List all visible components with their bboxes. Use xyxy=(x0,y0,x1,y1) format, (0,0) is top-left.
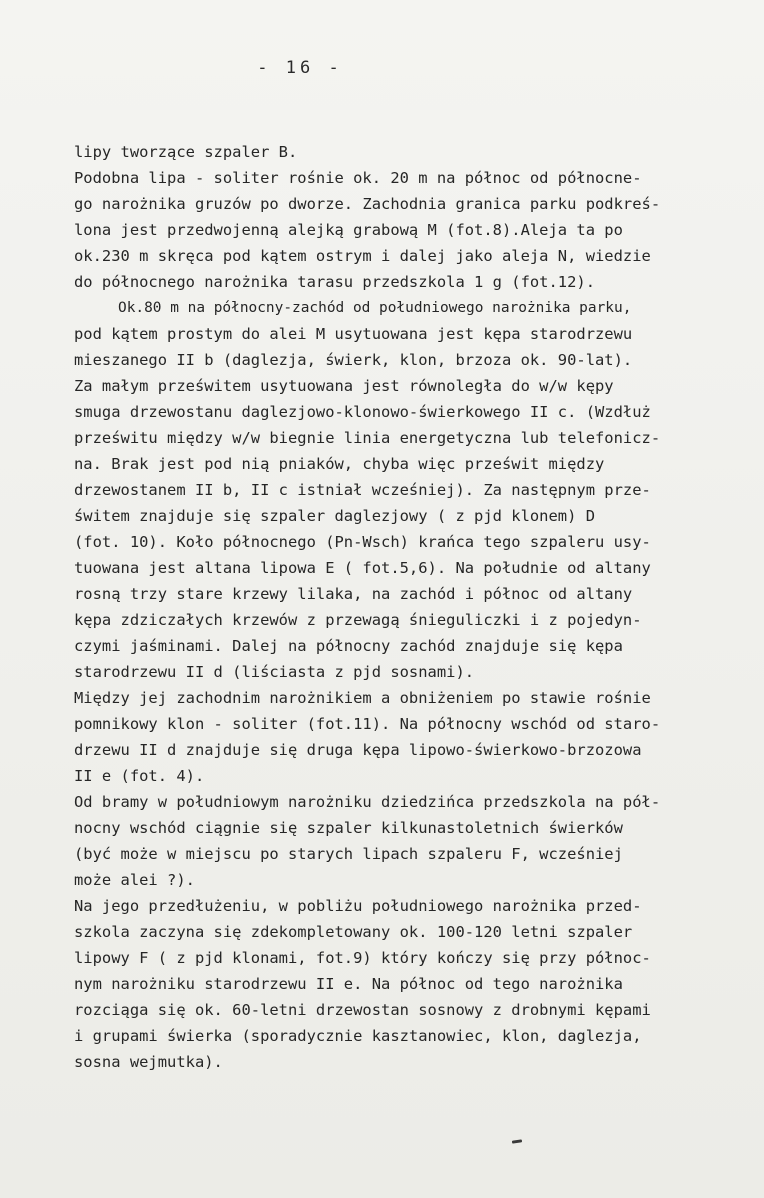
text-line: rosną trzy stare krzewy lilaka, na zachód i północ od altany xyxy=(74,585,633,603)
body-text xyxy=(74,139,764,1075)
text-line: lipy tworzące szpaler B. xyxy=(74,143,298,161)
text-line: świtem znajduje się szpaler daglezjowy ( z pjd klonem) D xyxy=(74,507,596,525)
text-line: Od bramy w południowym narożniku dziedzińca przedszkola na pół- xyxy=(74,793,661,811)
text-line: smuga drzewostanu daglezjowo-klonowo-świerkowego II c. (Wzdłuż xyxy=(74,403,651,421)
text-line: nocny wschód ciągnie się szpaler kilkunastoletnich świerków xyxy=(74,819,623,837)
page-number: - 16 - xyxy=(257,58,343,78)
text-line: i grupami świerka (sporadycznie kasztanowiec, klon, daglezja, xyxy=(74,1027,642,1045)
text-line: go narożnika gruzów po dworze. Zachodnia granica parku podkreś- xyxy=(74,195,661,213)
text-line: Za małym prześwitem usytuowana jest równoległa do w/w kępy xyxy=(74,377,614,395)
ink-mark xyxy=(512,1139,522,1143)
text-line: może alei ?). xyxy=(74,871,195,889)
text-line: ok.230 m skręca pod kątem ostrym i dalej jako aleja N, wiedzie xyxy=(74,247,651,265)
text-line: nym narożniku starodrzewu II e. Na północ od tego narożnika xyxy=(74,975,623,993)
text-line: lipowy F ( z pjd klonami, fot.9) który kończy się przy północ- xyxy=(74,949,651,967)
text-line: lona jest przedwojenną alejką grabową M (fot.8).Aleja ta po xyxy=(74,221,623,239)
text-line: tuowana jest altana lipowa E ( fot.5,6). Na południe od altany xyxy=(74,559,651,577)
text-line: szkola zaczyna się zdekompletowany ok. 100-120 letni szpaler xyxy=(74,923,633,941)
text-line: II e (fot. 4). xyxy=(74,767,205,785)
text-line: sosna wejmutka). xyxy=(74,1053,223,1071)
text-line: czymi jaśminami. Dalej na północny zachód znajduje się kępa xyxy=(74,637,623,655)
text-line: starodrzewu II d (liściasta z pjd sosnami). xyxy=(74,663,475,681)
text-line: (być może w miejscu po starych lipach szpaleru F, wcześniej xyxy=(74,845,623,863)
text-line: Ok.80 m na północny-zachód od południowego narożnika parku, xyxy=(118,300,632,316)
text-line: Na jego przedłużeniu, w pobliżu południowego narożnika przed- xyxy=(74,897,642,915)
text-line: rozciąga się ok. 60-letni drzewostan sosnowy z drobnymi kępami xyxy=(74,1001,651,1019)
text-line: drzewostanem II b, II c istniał wcześniej). Za następnym prze- xyxy=(74,481,651,499)
text-line: Między jej zachodnim narożnikiem a obniżeniem po stawie rośnie xyxy=(74,689,651,707)
text-line: drzewu II d znajduje się druga kępa lipowo-świerkowo-brzozowa xyxy=(74,741,642,759)
text-line: do północnego narożnika tarasu przedszkola 1 g (fot.12). xyxy=(74,273,596,291)
text-line: Podobna lipa - soliter rośnie ok. 20 m na północ od północne- xyxy=(74,169,642,187)
text-line: kępa zdziczałych krzewów z przewagą śnieguliczki i z pojedyn- xyxy=(74,611,642,629)
text-line: (fot. 10). Koło północnego (Pn-Wsch) krańca tego szpaleru usy- xyxy=(74,533,651,551)
text-line: mieszanego II b (daglezja, świerk, klon, brzoza ok. 90-lat). xyxy=(74,351,633,369)
text-line: pomnikowy klon - soliter (fot.11). Na północny wschód od staro- xyxy=(74,715,661,733)
text-line: prześwitu między w/w biegnie linia energetyczna lub telefonicz- xyxy=(74,429,661,447)
text-line: na. Brak jest pod nią pniaków, chyba więc prześwit między xyxy=(74,455,605,473)
text-line: pod kątem prostym do alei M usytuowana jest kępa starodrzewu xyxy=(74,325,633,343)
